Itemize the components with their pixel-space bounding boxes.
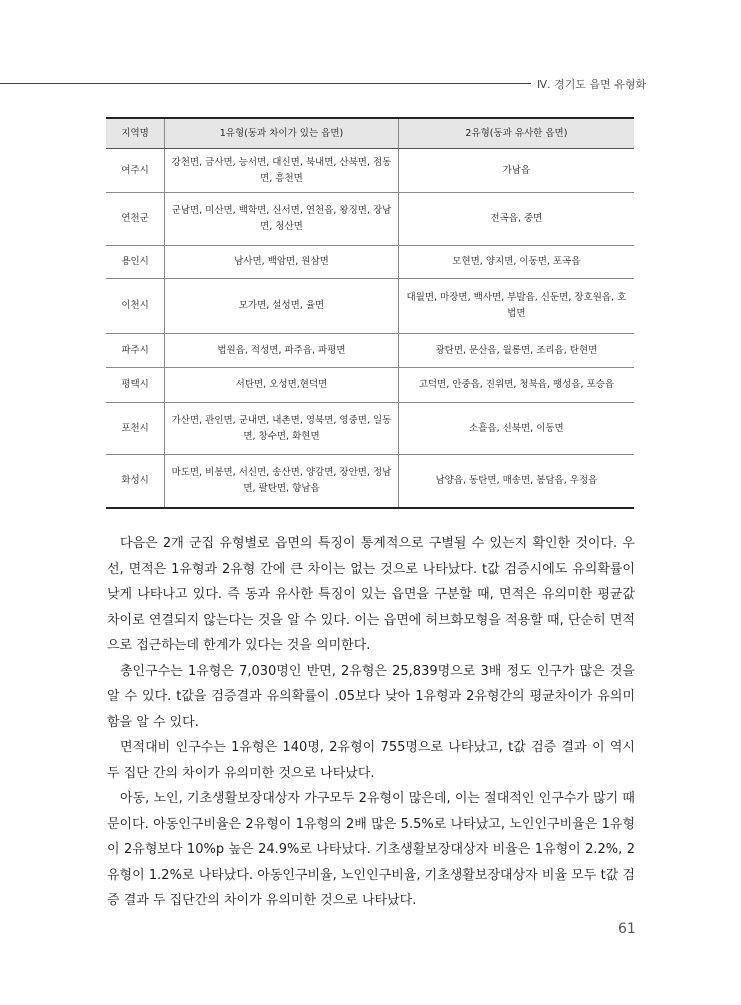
region-cell: 용인시 — [106, 246, 165, 279]
type1-cell: 강천면, 금사면, 능서면, 대신면, 북내면, 산북면, 점동면, 흥천면 — [165, 149, 399, 193]
region-type-table — [106, 117, 634, 509]
table-row — [106, 334, 634, 368]
header-rule — [0, 83, 531, 84]
table-row — [106, 246, 634, 279]
table-row — [106, 455, 634, 508]
section-header: Ⅳ. 경기도 읍면 유형화 — [537, 78, 647, 91]
column-header-type1: 1유형(동과 차이가 있는 읍면) — [165, 118, 399, 149]
table-row — [106, 193, 634, 246]
table-row — [106, 279, 634, 334]
table-header-row — [106, 118, 634, 149]
region-cell: 이천시 — [106, 279, 165, 334]
table-row — [106, 368, 634, 403]
type2-cell: 전곡읍, 중면 — [398, 193, 634, 246]
type1-cell: 모가면, 설성면, 율면 — [165, 279, 399, 334]
type2-cell: 남양읍, 동탄면, 매송면, 봉담읍, 우정읍 — [398, 455, 634, 508]
region-cell: 파주시 — [106, 334, 165, 368]
type2-cell: 광탄면, 문산읍, 월롱면, 조리읍, 탄현면 — [398, 334, 634, 368]
column-header-region: 지역명 — [106, 118, 165, 149]
type1-cell: 남사면, 백암면, 원삼면 — [165, 246, 399, 279]
page-number: 61 — [618, 921, 636, 937]
region-cell: 여주시 — [106, 149, 165, 193]
paragraph: 아동, 노인, 기초생활보장대상자 가구모두 2유형이 많은데, 이는 절대적인 인구수가 많기 때문이다. 아동인구비율은 2유형이 1유형의 2배 많은 5.5%로 나타났고, 노인인구비율은 1유형이 2유형보다 10%p 높은 24.9%로 나타났다. 기초생활보장대상자 비율은 1유형이 2.2%, 2유형이 1.2%로 나타났다. 아동인구비율, 노인인구비율, 기초생활보장대상자 비율 모두 t값 검증 결과 두 집단간의 차이가 유의미한 것으로 나타났다. — [107, 791, 635, 908]
type1-cell: 마도면, 비봉면, 서신면, 송산면, 양감면, 장안면, 정남면, 팔탄면, 향남읍 — [165, 455, 399, 508]
paragraph: 총인구수는 1유형은 7,030명인 반면, 2유형은 25,839명으로 3배 정도 인구가 많은 것을 알 수 있다. t값을 검증결과 유의확률이 .05보다 낮아 1유형과 2유형간의 평균차이가 유의미함을 알 수 있다. — [107, 663, 635, 730]
type1-cell: 가산면, 관인면, 군내면, 내촌면, 영북면, 영중면, 일동면, 창수면, 화현면 — [165, 403, 399, 455]
type1-cell: 서탄면, 오성면,현덕면 — [165, 368, 399, 403]
table-row — [106, 149, 634, 193]
region-cell: 화성시 — [106, 455, 165, 508]
type2-cell: 소흘읍, 신북면, 이동면 — [398, 403, 634, 455]
paragraph: 면적대비 인구수는 1유형은 140명, 2유형이 755명으로 나타났고, t값 검증 결과 이 역시 두 집단 간의 차이가 유의미한 것으로 나타났다. — [107, 740, 635, 781]
body-text — [107, 531, 635, 914]
paragraph: 다음은 2개 군집 유형별로 읍면의 특징이 통계적으로 구별될 수 있는지 확인한 것이다. 우선, 면적은 1유형과 2유형 간에 큰 차이는 없는 것으로 나타났다. t값 검증시에도 유의확률이 낮게 나타나고 있다. 즉 동과 유사한 특징이 있는 읍면을 구분할 때, 면적은 유의미한 평균값 차이로 연결되지 않는다는 것을 알 수 있다. 이는 읍면에 허브화모형을 적용할 때, 단순히 면적으로 접근하는데 한계가 있다는 것을 의미한다. — [107, 536, 635, 653]
type2-cell: 가남읍 — [398, 149, 634, 193]
type2-cell: 고덕면, 안중읍, 진위면, 청북읍, 팽성읍, 포승읍 — [398, 368, 634, 403]
table-row — [106, 403, 634, 455]
column-header-type2: 2유형(동과 유사한 읍면) — [398, 118, 634, 149]
type2-cell: 모현면, 양지면, 이동면, 포곡읍 — [398, 246, 634, 279]
type1-cell: 법원읍, 적성면, 파주읍, 파평면 — [165, 334, 399, 368]
type1-cell: 군남면, 미산면, 백학면, 신서면, 연천읍, 왕징면, 장남면, 청산면 — [165, 193, 399, 246]
region-cell: 평택시 — [106, 368, 165, 403]
region-cell: 연천군 — [106, 193, 165, 246]
type2-cell: 대월면, 마장면, 백사면, 부발읍, 신둔면, 장호원읍, 호법면 — [398, 279, 634, 334]
region-cell: 포천시 — [106, 403, 165, 455]
